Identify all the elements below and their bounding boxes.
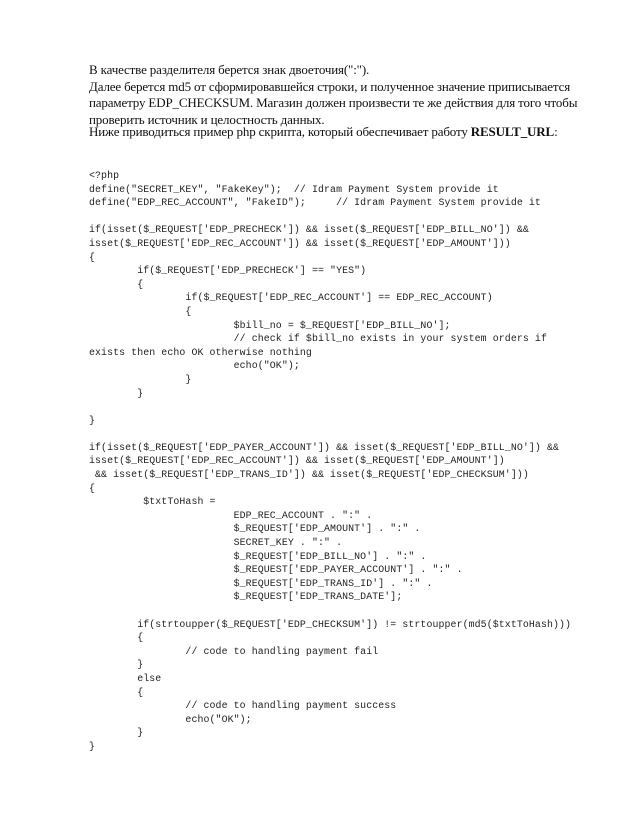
intro-paragraph — [89, 62, 609, 128]
code-line: EDP_REC_ACCOUNT . ":" . — [89, 509, 373, 521]
code-line: $_REQUEST['EDP_TRANS_DATE']; — [89, 591, 403, 603]
code-line: isset($_REQUEST['EDP_REC_ACCOUNT']) && isset($_REQUEST['EDP_AMOUNT']) — [89, 455, 505, 467]
code-line: // check if $bill_no exists in your system orders if — [89, 333, 547, 345]
code-line: exists then echo OK otherwise nothing — [89, 346, 312, 358]
code-line: echo("OK"); — [89, 713, 252, 725]
code-line: define("SECRET_KEY", "FakeKey"); // Idram Payment System provide it — [89, 183, 499, 195]
code-line: else — [89, 672, 162, 684]
code-line: $_REQUEST['EDP_TRANS_ID'] . ":" . — [89, 577, 433, 589]
result-url-term: RESULT_URL — [470, 124, 555, 139]
code-line: if($_REQUEST['EDP_PRECHECK'] == "YES") — [89, 265, 367, 277]
code-line: } — [89, 659, 144, 671]
code-line: if($_REQUEST['EDP_REC_ACCOUNT'] == EDP_REC_ACCOUNT) — [89, 292, 493, 304]
code-line: { — [89, 251, 96, 263]
lead-tail: : — [554, 124, 558, 139]
code-line: { — [89, 686, 144, 698]
code-line: $_REQUEST['EDP_BILL_NO'] . ":" . — [89, 550, 427, 562]
lead-line — [89, 124, 609, 141]
code-line: && isset($_REQUEST['EDP_TRANS_ID']) && isset($_REQUEST['EDP_CHECKSUM'])) — [89, 469, 529, 481]
code-line: if(isset($_REQUEST['EDP_PRECHECK']) && isset($_REQUEST['EDP_BILL_NO']) && — [89, 224, 529, 236]
code-line: // code to handling payment success — [89, 700, 397, 712]
code-line: $bill_no = $_REQUEST['EDP_BILL_NO']; — [89, 319, 451, 331]
code-line: } — [89, 727, 144, 739]
code-line: SECRET_KEY . ":" . — [89, 537, 343, 549]
code-line: // code to handling payment fail — [89, 645, 379, 657]
intro-line: параметру EDP_CHECKSUM. Магазин должен произвести те же действия для того чтобы — [89, 95, 578, 110]
intro-line: проверить источник и целостность данных. — [89, 111, 325, 127]
lead-text: Ниже приводиться пример php скрипта, который обеспечивает работу — [89, 124, 471, 139]
code-line — [89, 604, 629, 618]
code-line: { — [89, 632, 144, 644]
code-line: <?php — [89, 170, 120, 181]
code-line: if(strtoupper($_REQUEST['EDP_CHECKSUM']) != strtoupper(md5($txtToHash))) — [89, 618, 572, 630]
code-line: define("EDP_REC_ACCOUNT", "FakeID"); // Idram Payment System provide it — [89, 197, 541, 209]
code-line: isset($_REQUEST['EDP_REC_ACCOUNT']) && isset($_REQUEST['EDP_AMOUNT'])) — [89, 237, 511, 249]
code-line: if(isset($_REQUEST['EDP_PAYER_ACCOUNT']) && isset($_REQUEST['EDP_BILL_NO']) && — [89, 441, 560, 453]
code-line: echo("OK"); — [89, 360, 300, 372]
code-line — [89, 427, 629, 441]
code-line: } — [89, 414, 96, 426]
code-line: } — [89, 373, 192, 385]
code-line: $txtToHash = — [89, 496, 216, 508]
intro-line: В качестве разделителя берется знак двоеточия(":"). — [89, 62, 370, 77]
code-line: } — [89, 387, 144, 399]
code-line: $_REQUEST['EDP_AMOUNT'] . ":" . — [89, 523, 421, 535]
intro-line: Далее берется md5 от сформировавшейся строки, и полученное значение приписывается — [89, 78, 571, 94]
php-code-block — [89, 169, 629, 754]
code-line: { — [89, 305, 192, 317]
code-line: { — [89, 482, 96, 494]
code-line: { — [89, 278, 144, 290]
code-line — [89, 400, 629, 414]
code-line: $_REQUEST['EDP_PAYER_ACCOUNT'] . ":" . — [89, 564, 463, 576]
code-line — [89, 210, 629, 224]
code-line: } — [89, 740, 96, 752]
lead-paragraph — [89, 124, 609, 141]
